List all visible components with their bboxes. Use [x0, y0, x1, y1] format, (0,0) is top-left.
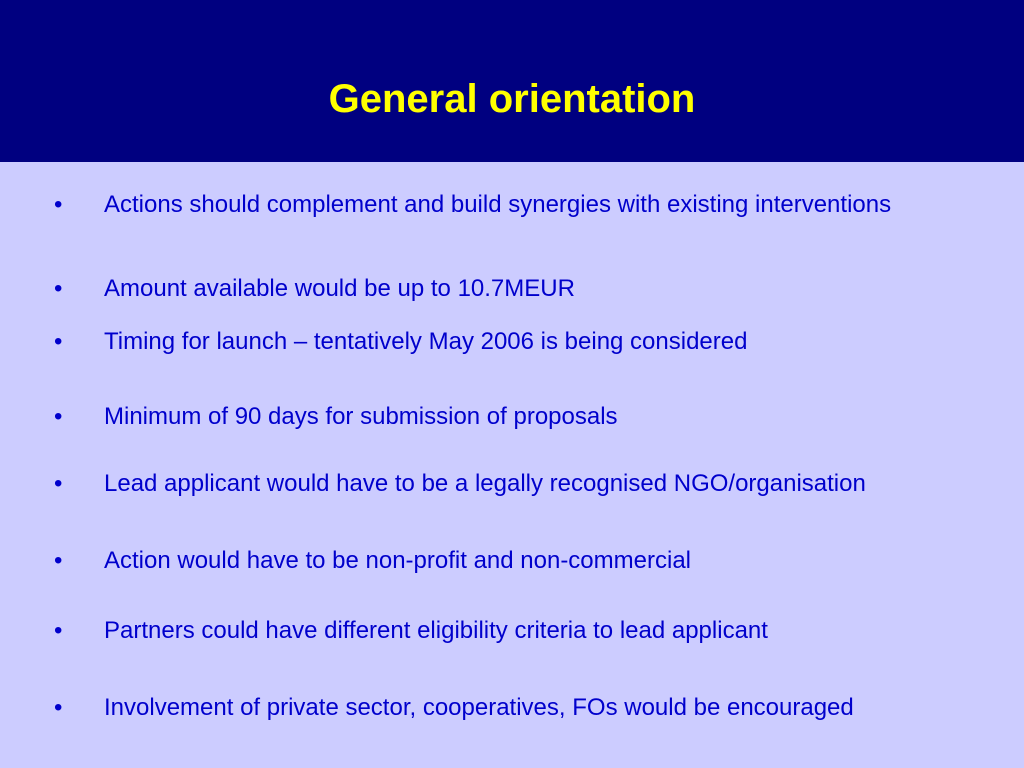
bullet-text: Amount available would be up to 10.7MEUR [104, 275, 575, 302]
bullet-text: Timing for launch – tentatively May 2006 is being considered [104, 328, 748, 355]
slide-title: General orientation [328, 77, 696, 121]
bullet-marker: • [54, 694, 63, 721]
bullet-text: Minimum of 90 days for submission of proposals [104, 403, 618, 430]
bullet-text: Lead applicant would have to be a legally recognised NGO/organisation [104, 470, 866, 497]
bullet-marker: • [54, 191, 63, 218]
bullet-list [0, 162, 1024, 768]
bullet-marker: • [54, 470, 63, 497]
bullet-text: Actions should complement and build synergies with existing interventions [104, 191, 892, 218]
bullet-marker: • [54, 275, 63, 302]
bullet-text: Partners could have different eligibility criteria to lead applicant [104, 617, 768, 644]
bullet-text: Involvement of private sector, cooperatives, FOs would be encouraged [104, 694, 854, 721]
bullet-marker: • [54, 547, 63, 574]
bullet-marker: • [54, 328, 63, 355]
bullet-marker: • [54, 403, 63, 430]
bullet-marker: • [54, 617, 63, 644]
title-banner [0, 0, 1024, 162]
bullet-text: Action would have to be non-profit and non-commercial [104, 547, 691, 574]
